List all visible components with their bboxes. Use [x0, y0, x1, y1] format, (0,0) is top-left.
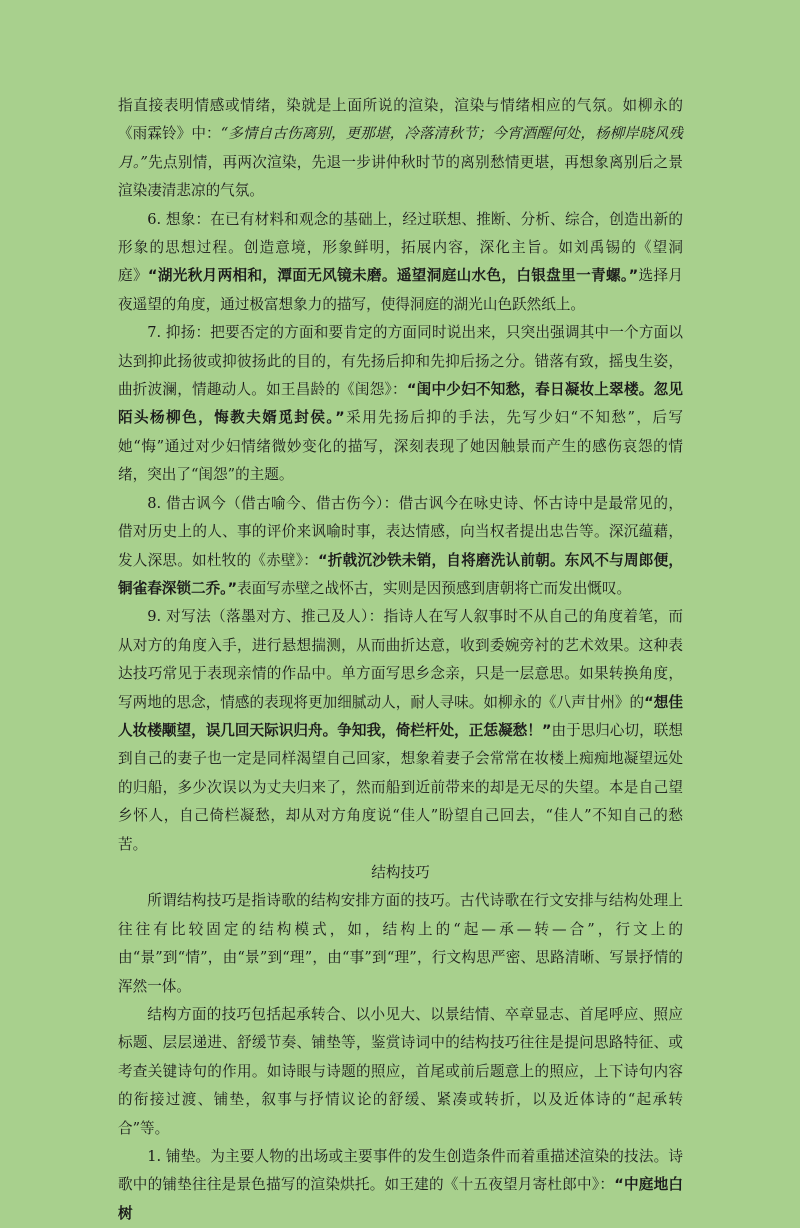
paragraph-structure-types	[118, 1001, 683, 1143]
quoted-poem: “想佳人妆楼颙望，误几回天际识归舟。争知我，倚栏杆处，正恁凝愁！”	[118, 693, 683, 739]
quoted-poem: “多情自古伤离别，更那堪，冷落清秋节；今宵酒醒何处，杨柳岸晓风残月。”	[118, 125, 683, 171]
quoted-poem: “中庭地白树	[118, 1176, 684, 1222]
document-page	[118, 92, 683, 1228]
quoted-poem: “湖光秋月两相和，潭面无风镜未磨。遥望洞庭山水色，白银盘里一青螺。”	[147, 267, 639, 285]
text-run: 指直接表明情感或情绪，染就是上面所说的渲染，渲染与情绪相应的气氛。如柳永的《雨霖铃》中：	[118, 97, 683, 143]
text-run: 表面写赤壁之战怀古，实则是因预感到唐朝将亡而发出慨叹。	[237, 579, 632, 597]
paragraph-imagination	[118, 206, 683, 320]
text-run: 9. 对写法（落墨对方、推己及人）：指诗人在写人叙事时不从自己的角度着笔，而从对方的角度入手，进行悬想揣测，从而曲折达意，收到委婉旁衬的艺术效果。这种表达技巧常见于表现亲情的作品中。单方面写思乡念亲，只是一层意思。如果转换角度，写两地的思念，情感的表现将更加细腻动人，耐人寻味。如柳永的《八声甘州》的	[118, 608, 683, 711]
text-run: 1. 铺垫。为主要人物的出场或主要事件的发生创造条件而着重描述渲染的技法。诗歌中的铺垫往往是景色描写的渲染烘托。如王建的《十五夜望月寄杜郎中》：	[118, 1148, 683, 1194]
text-run: 选择月夜遥望的角度，通过极富想象力的描写，使得洞庭的湖光山色跃然纸上。	[118, 267, 683, 313]
quoted-poem: “闺中少妇不知愁，春日凝妆上翠楼。忽见陌头杨柳色，悔教夫婿觅封侯。”	[118, 381, 684, 427]
text-run: 7. 抑扬：把要否定的方面和要肯定的方面同时说出来，只突出强调其中一个方面以达到抑此扬彼或抑彼扬此的目的，有先扬后抑和先抑后扬之分。错落有致，摇曳生姿，曲折波澜，情趣动人。如王昌龄的《闺怨》：	[118, 324, 683, 399]
text-run: 由于思归心切，联想到自己的妻子也一定是同样渴望自己回家，想象着妻子会常常在妆楼上痴痴地凝望远处的归船，多少次误以为丈夫归来了，然而船到近前带来的却是无尽的失望。本是自己望乡怀人，自己倚栏凝愁，却从对方角度说“佳人”盼望自己回去，“佳人”不知自己的愁苦。	[118, 721, 683, 853]
paragraph-rhetoric-rendering	[118, 92, 683, 206]
text-run: 采用先扬后抑的手法，先写少妇“不知愁”，后写她“悔”通过对少妇情绪微妙变化的描写，深刻表现了她因触景而产生的感伤哀怨的情绪，突出了“闺怨”的主题。	[118, 409, 683, 484]
paragraph-contrast	[118, 319, 683, 489]
text-run: 结构方面的技巧包括起承转合、以小见大、以景结情、卒章显志、首尾呼应、照应标题、层层递进、舒缓节奏、铺垫等，鉴赏诗词中的结构技巧往往是提问思路特征、或考查关键诗句的作用。如诗眼与诗题的照应，首尾或前后题意上的照应，上下诗句内容的衔接过渡、铺垫，叙事与抒情议论的舒缓、紧凑或转折，以及近体诗的“起承转合”等。	[118, 1006, 683, 1137]
text-run: 先点别情，再两次渲染，先退一步讲仲秋时节的离别愁情更堪，再想象离别后之景渲染凄清悲凉的气氛。	[118, 153, 683, 200]
text-run: 6. 想象：在已有材料和观念的基础上，经过联想、推断、分析、综合，创造出新的形象的思想过程。创造意境，形象鲜明，拓展内容，深化主旨。如刘禹锡的《望洞庭》	[118, 210, 683, 285]
paragraph-structure-intro	[118, 887, 683, 1001]
section-heading: 结构技巧	[371, 863, 430, 881]
paragraph-foreshadowing	[118, 1143, 683, 1228]
text-run: 所谓结构技巧是指诗歌的结构安排方面的技巧。古代诗歌在行文安排与结构处理上往往有比较固定的结构模式，如，结构上的“起—承—转—合”，行文上的由“景”到“情”，由“景”到“理”，由“事”到“理”，行文构思严密、思路清晰、写景抒情的浑然一体。	[118, 892, 683, 995]
paragraph-perspective	[118, 603, 683, 859]
text-run: 8. 借古讽今（借古喻今、借古伤今）：借古讽今在咏史诗、怀古诗中是最常见的，借对历史上的人、事的评价来讽喻时事，表达情感，向当权者提出忠告等。深沉蕴藉，发人深思。如杜牧的《赤壁》：	[118, 494, 683, 569]
paragraph-allusion	[118, 490, 683, 604]
quoted-poem: “折戟沉沙铁未销，自将磨洗认前朝。东风不与周郎便，铜雀春深锁二乔。”	[118, 551, 684, 597]
